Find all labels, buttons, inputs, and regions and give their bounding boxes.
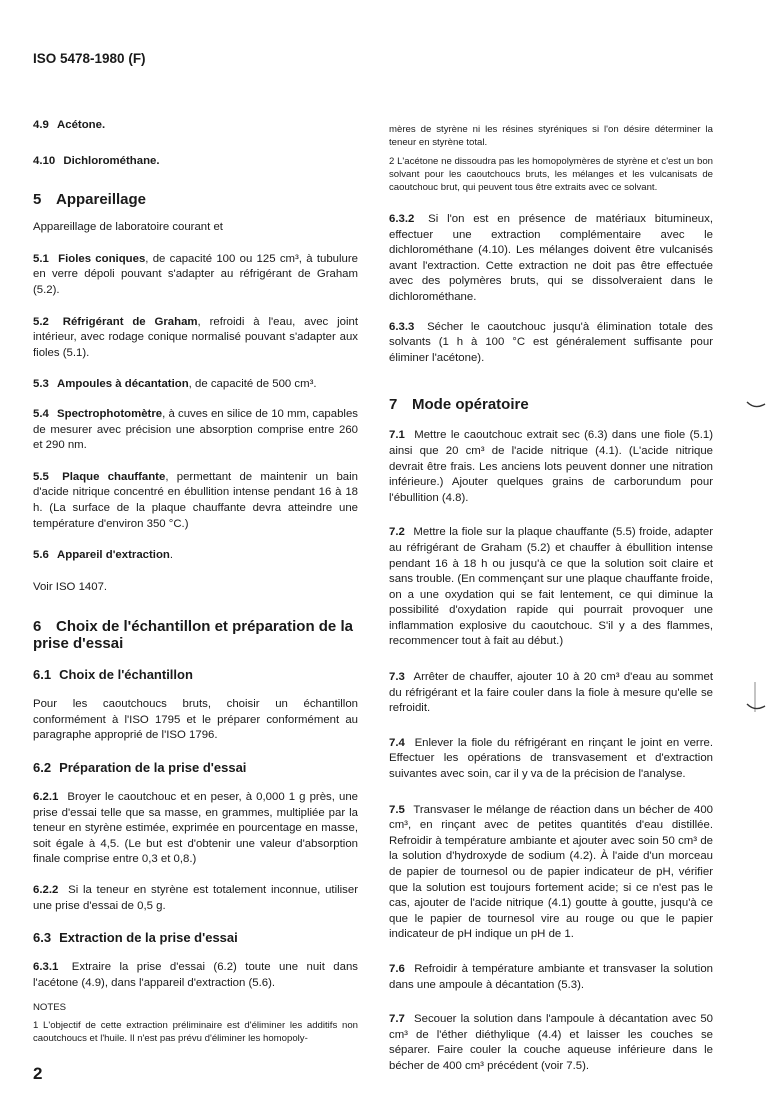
clause-text: , de capacité 100 ou 125 cm³, à tubulure en verre dépoli pouvant s'adapter au réfrigérant de Graham (5.2).	[33, 252, 358, 296]
clause-text: , refroidi à l'eau, avec joint intérieur, avec rodage conique normalisé pouvant s'adapter aux fioles (5.1).	[33, 315, 358, 359]
clause-text: Enlever la fiole du réfrigérant en rinçant le joint en verre. Effectuer les opérations de transvasement et d'extraction suivantes avec soin, car il y va de la précision de l'analyse.	[389, 736, 713, 781]
clause-5-3	[33, 377, 358, 393]
clause-number: 5.5	[33, 470, 49, 483]
clause-5-6-reference: Voir ISO 1407.	[33, 580, 108, 593]
subsection-title: Choix de l'échantillon	[59, 667, 193, 683]
clause-6-3-1	[33, 960, 358, 991]
clause-text: Si la teneur en styrène est totalement inconnue, utiliser une prise d'essai de 0,5 g.	[33, 884, 358, 912]
left-column	[33, 118, 358, 1045]
clause-number: 6.3.1	[33, 961, 59, 974]
clause-text: Dichlorométhane.	[63, 154, 160, 167]
clause-6-3-3	[389, 320, 713, 367]
section-title: Choix de l'échantillon et préparation de la prise d'essai	[33, 618, 353, 653]
clause-number: 7.1	[389, 429, 405, 442]
clause-text: Refroidir à température ambiante et transvaser la solution dans une ampoule à décantation (5.3).	[389, 962, 713, 991]
clause-term: Fioles coniques	[58, 252, 146, 265]
section-title: Appareillage	[56, 191, 147, 209]
section-5-intro: Appareillage de laboratoire courant et	[33, 221, 223, 234]
clause-text: Acétone.	[57, 119, 106, 131]
clause-text: Secouer la solution dans l'ampoule à décantation avec 50 cm³ de l'éther diéthylique (4.4) et laisser les couches se séparer. Faire couler la couche aqueuse inférieure dans le bécher de 400 cm³ précédent (voir 7.5).	[389, 1013, 713, 1072]
clause-number: 7.4	[389, 736, 405, 749]
clause-number: 6.3.3	[389, 320, 415, 333]
clause-text: , permettant de maintenir un bain d'acide nitrique concentré en ébullition intense pendant 16 à 18 h. (La surface de la plaque chauffante devra atteindre une température d'environ 350 °C.)	[33, 470, 358, 530]
clause-number: 5.3	[33, 378, 49, 391]
clause-text: Extraire la prise d'essai (6.2) toute une nuit dans l'acétone (4.9), dans l'appareil d'extraction (5.6).	[33, 961, 358, 989]
clause-number: 5.6	[33, 549, 49, 562]
clause-text: Arrêter de chauffer, ajouter 10 à 20 cm³ d'eau au sommet du réfrigérant et la faire couler dans la fiole à mesure qu'elle se refroidit.	[389, 671, 713, 715]
clause-term: Ampoules à décantation	[57, 378, 189, 391]
clause-text: , de capacité de 500 cm³.	[188, 378, 317, 391]
clause-7-6	[389, 962, 713, 993]
clause-number: 6.3.2	[389, 213, 415, 225]
clause-term: Spectrophotomètre	[57, 407, 163, 420]
subsection-number: 6.2	[33, 760, 52, 776]
subsection-6-2-heading	[33, 760, 358, 776]
clause-number: 6.2.1	[33, 791, 59, 804]
clause-number: 4.10	[33, 154, 56, 167]
notes-label: NOTES	[33, 1002, 67, 1014]
clause-number: 7.5	[389, 803, 405, 816]
clause-number: 4.9	[33, 119, 49, 131]
clause-text: Si l'on est en présence de matériaux bitumineux, effectuer une extraction complémentaire avec le dichlorométhane (4.10). Les mélanges doivent être vulcanisés avant l'extraction. Cette extraction ne doit pas être effectuée avec des polymères bruts, qui se dissolveraient dans le dichlorométhane.	[389, 213, 713, 303]
clause-number: 7.7	[389, 1013, 405, 1026]
clause-6-2-1	[33, 790, 358, 868]
subsection-title: Préparation de la prise d'essai	[59, 760, 247, 776]
clause-text: Transvaser le mélange de réaction dans un bécher de 400 cm³, en rinçant avec de petites quantités d'eau distillée. Refroidir à température ambiante et ajouter avec soin 50 cm³ de la solution d'hydroxyde de sodium (4.2). À l'aide d'un morceau de papier de tournesol ou de papier indicateur de pH, vérifier que la solution est toujours fortement acide; si ce n'est pas le cas, ajouter de l'acide nitrique (4.1) goutte à goutte, jusqu'à ce que le papier de tournesol vire au rouge ou que le papier indicateur de pH indique un pH de 1.	[389, 803, 713, 941]
clause-number: 5.1	[33, 252, 49, 265]
clause-text: , à cuves en silice de 10 mm, capables de mesurer avec précision une absorption comprise entre 260 et 290 nm.	[33, 407, 358, 452]
note-1-continued: mères de styrène ni les résines styréniques si l'on désire déterminer la teneur en styrène total.	[389, 124, 713, 148]
section-5-heading	[33, 191, 358, 208]
clause-number: 5.2	[33, 315, 49, 328]
document-header: ISO 5478-1980 (F)	[33, 51, 146, 66]
subsection-number: 6.3	[33, 930, 52, 946]
clause-5-2	[33, 315, 358, 362]
clause-6-1: Pour les caoutchoucs bruts, choisir un échantillon conformément à l'ISO 1795 et le préparer conformément au paragraphe approprié de l'ISO 1796.	[33, 698, 358, 742]
clause-number: 5.4	[33, 407, 49, 420]
note-1: 1 L'objectif de cette extraction préliminaire est d'éliminer les additifs non caoutchoucs et l'huile. Il n'est pas prévu d'éliminer les homopoly-	[33, 1020, 358, 1045]
clause-7-5	[389, 803, 713, 943]
clause-6-3-2	[389, 212, 713, 306]
section-7-heading	[389, 396, 713, 413]
clause-4-10	[33, 154, 358, 170]
right-column	[389, 123, 713, 1075]
margin-mark-bottom	[745, 700, 767, 714]
clause-number: 7.2	[389, 526, 405, 539]
section-number: 7	[389, 396, 398, 414]
clause-7-1	[389, 428, 713, 506]
subsection-title: Extraction de la prise d'essai	[59, 930, 238, 946]
clause-7-3	[389, 670, 713, 717]
clause-text: Mettre la fiole sur la plaque chauffante (5.5) froide, adapter au réfrigérant de Graham (5.2) et chauffer à ébullition intense pendant 16 à 18 h ou jusqu'à ce que la solution soit claire et sans trouble. (En commençant sur une plaque chauffante froide, on a une oxydation qui se fait lentement, ce qui diminue la possibilité d'oxydation rapide qui pourrait provoquer une inflammation explosive du caoutchouc. S'il y a des flammes, recommencer tout à fait au début.)	[389, 526, 714, 648]
clause-5-5	[33, 470, 358, 532]
subsection-number: 6.1	[33, 667, 52, 683]
clause-text: Mettre le caoutchouc extrait sec (6.3) dans une fiole (5.1) ainsi que 20 cm³ de l'acide nitrique (4.1). (L'acide nitrique devrait être frais. Les anciens lots peuvent donner une nitration inférieure.) Ajouter quelques grains de carborundum pour l'ébullition (4.8).	[389, 429, 713, 504]
subsection-6-3-heading	[33, 930, 358, 946]
clause-number: 7.6	[389, 962, 405, 975]
clause-7-7	[389, 1012, 713, 1074]
clause-6-2-2	[33, 883, 358, 914]
subsection-6-1-heading	[33, 667, 358, 683]
clause-5-6	[33, 548, 358, 564]
clause-7-4	[389, 736, 713, 783]
clause-text: .	[169, 549, 174, 562]
section-number: 6	[33, 618, 42, 636]
clause-term: Réfrigérant de Graham	[62, 315, 198, 328]
clause-4-9	[33, 118, 358, 134]
clause-number: 7.3	[389, 671, 405, 684]
section-6-heading	[33, 618, 358, 652]
clause-text: Sécher le caoutchouc jusqu'à élimination totale des solvants (1 h à 100 °C est généralement suffisante pour éliminer l'acétone).	[389, 320, 713, 364]
clause-number: 6.2.2	[33, 884, 59, 897]
section-number: 5	[33, 191, 42, 209]
note-2: 2 L'acétone ne dissoudra pas les homopolymères de styrène et c'est un bon solvant pour les caoutchoucs bruts, les mélanges et les vulcanisats de caoutchouc brut, qui peuvent tous être extraits avec ce solvant.	[389, 156, 713, 193]
margin-mark-top	[745, 398, 767, 412]
clause-text: Broyer le caoutchouc et en peser, à 0,000 1 g près, une prise d'essai telle que sa masse, en grammes, multipliée par la teneur en styrène estimée, exprimée en pourcentage en masse, soit égale à 4,5. (Le but est d'obtenir une valeur d'absorption finale comprise entre 0,3 et 0,8.)	[33, 791, 358, 866]
clause-5-4	[33, 407, 358, 454]
page-number: 2	[33, 1064, 43, 1083]
clause-7-2	[389, 525, 713, 650]
section-title: Mode opératoire	[412, 396, 529, 414]
clause-5-1	[33, 252, 358, 299]
clause-term: Appareil d'extraction	[57, 549, 170, 562]
clause-term: Plaque chauffante	[62, 470, 166, 483]
